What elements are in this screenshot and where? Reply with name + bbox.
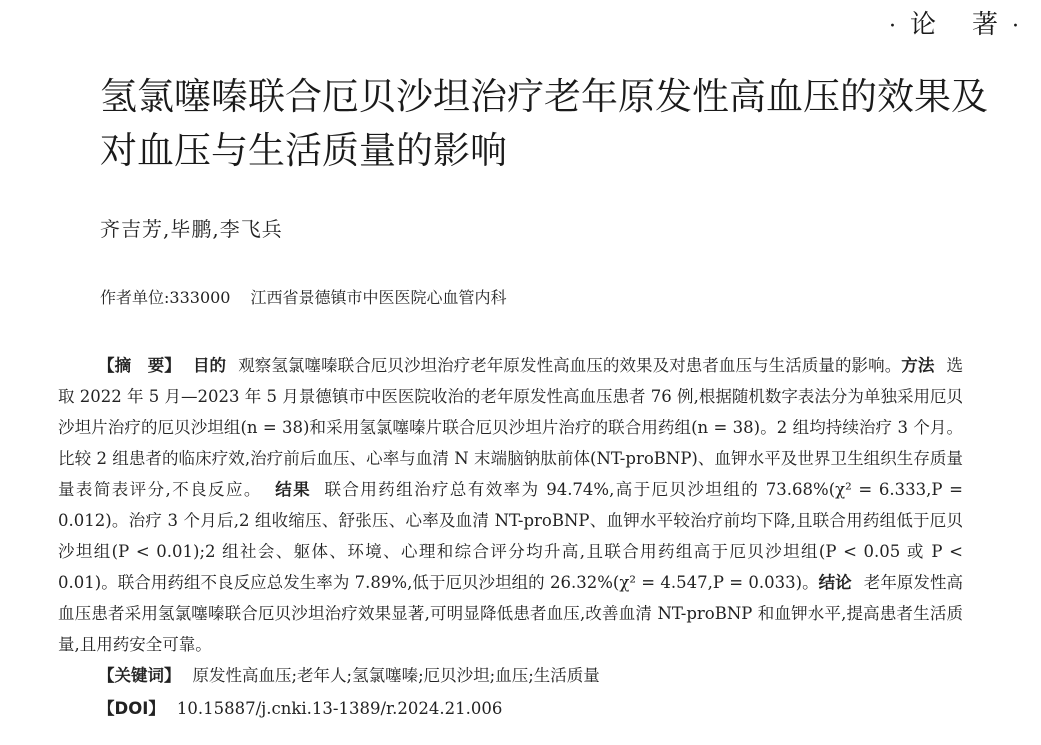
authors: 齐吉芳,毕鹏,李飞兵 [100, 217, 283, 241]
section-char-1: 论 [909, 10, 936, 40]
affiliation-label: 作者单位: [100, 288, 170, 307]
section-dot-left: · [888, 14, 896, 39]
doi-value: 10.15887/j.cnki.13-1389/r.2024.21.006 [176, 699, 503, 718]
objective-text: 观察氢氯噻嗪联合厄贝沙坦治疗老年原发性高血压的效果及对患者血压与生活质量的影响。 [238, 356, 902, 375]
methods-text: 选取 2022 年 5 月—2023 年 5 月景德镇市中医医院收治的老年原发性高血压患者 76 例,根据随机数字表法分为单独采用厄贝沙坦片治疗的厄贝沙坦组(n = 38)和采用氢氯噻嗪片联合厄贝沙坦片治疗的联合用药组(n = 38)。2 组均持续治疗 3 个月。比较 2 组患者的临床疗效,治疗前后血压、心率与血清 N 末端脑钠肽前体(NT-proBNP)、血钾水平及世界卫生组织生存质量量表简表评分,不良反应。 [58, 356, 964, 499]
doi [98, 695, 502, 719]
results-text: 联合用药组治疗总有效率为 94.74%,高于厄贝沙坦组的 73.68%(χ² = 6.333,P = 0.012)。治疗 3 个月后,2 组收缩压、舒张压、心率及血清 NT-proBNP、血钾水平较治疗前均下降,且联合用药组低于厄贝沙坦组(P < 0.01);2 组社会、躯体、环境、心理和综合评分均升高,且联合用药组高于厄贝沙坦组(P < 0.05 或 P < 0.01)。联合用药组不良反应总发生率为 7.89%,低于厄贝沙坦组的 26.32%(χ² = 4.547,P = 0.033)。 [58, 480, 963, 592]
abstract [58, 350, 963, 660]
results-label: 结果 [273, 480, 312, 499]
conclusion-label: 结论 [818, 573, 852, 592]
section-char-2: 著 [971, 10, 998, 40]
affiliation-name: 江西省景德镇市中医医院心血管内科 [250, 288, 507, 307]
section-tag [875, 4, 1033, 41]
section-dot-right: · [1012, 14, 1019, 39]
affiliation-postal: 333000 [169, 288, 231, 307]
doi-label: 【DOI】 [98, 699, 165, 718]
paper-title: 氢氯噻嗪联合厄贝沙坦治疗老年原发性高血压的效果及对血压与生活质量的影响 [100, 75, 988, 172]
conclusion-text: 老年原发性高血压患者采用氢氯噻嗪联合厄贝沙坦治疗效果显著,可明显降低患者血压,改善血清 NT-proBNP 和血钾水平,提高患者生活质量,且用药安全可靠。 [58, 573, 963, 654]
affiliation [100, 285, 507, 308]
keywords [98, 662, 600, 686]
objective-label: 目的 [192, 356, 227, 375]
abstract-label: 【摘 要】 [98, 356, 181, 375]
keywords-label: 【关键词】 [98, 666, 181, 685]
keywords-value: 原发性高血压;老年人;氢氯噻嗪;厄贝沙坦;血压;生活质量 [192, 666, 600, 685]
methods-label: 方法 [901, 356, 935, 375]
